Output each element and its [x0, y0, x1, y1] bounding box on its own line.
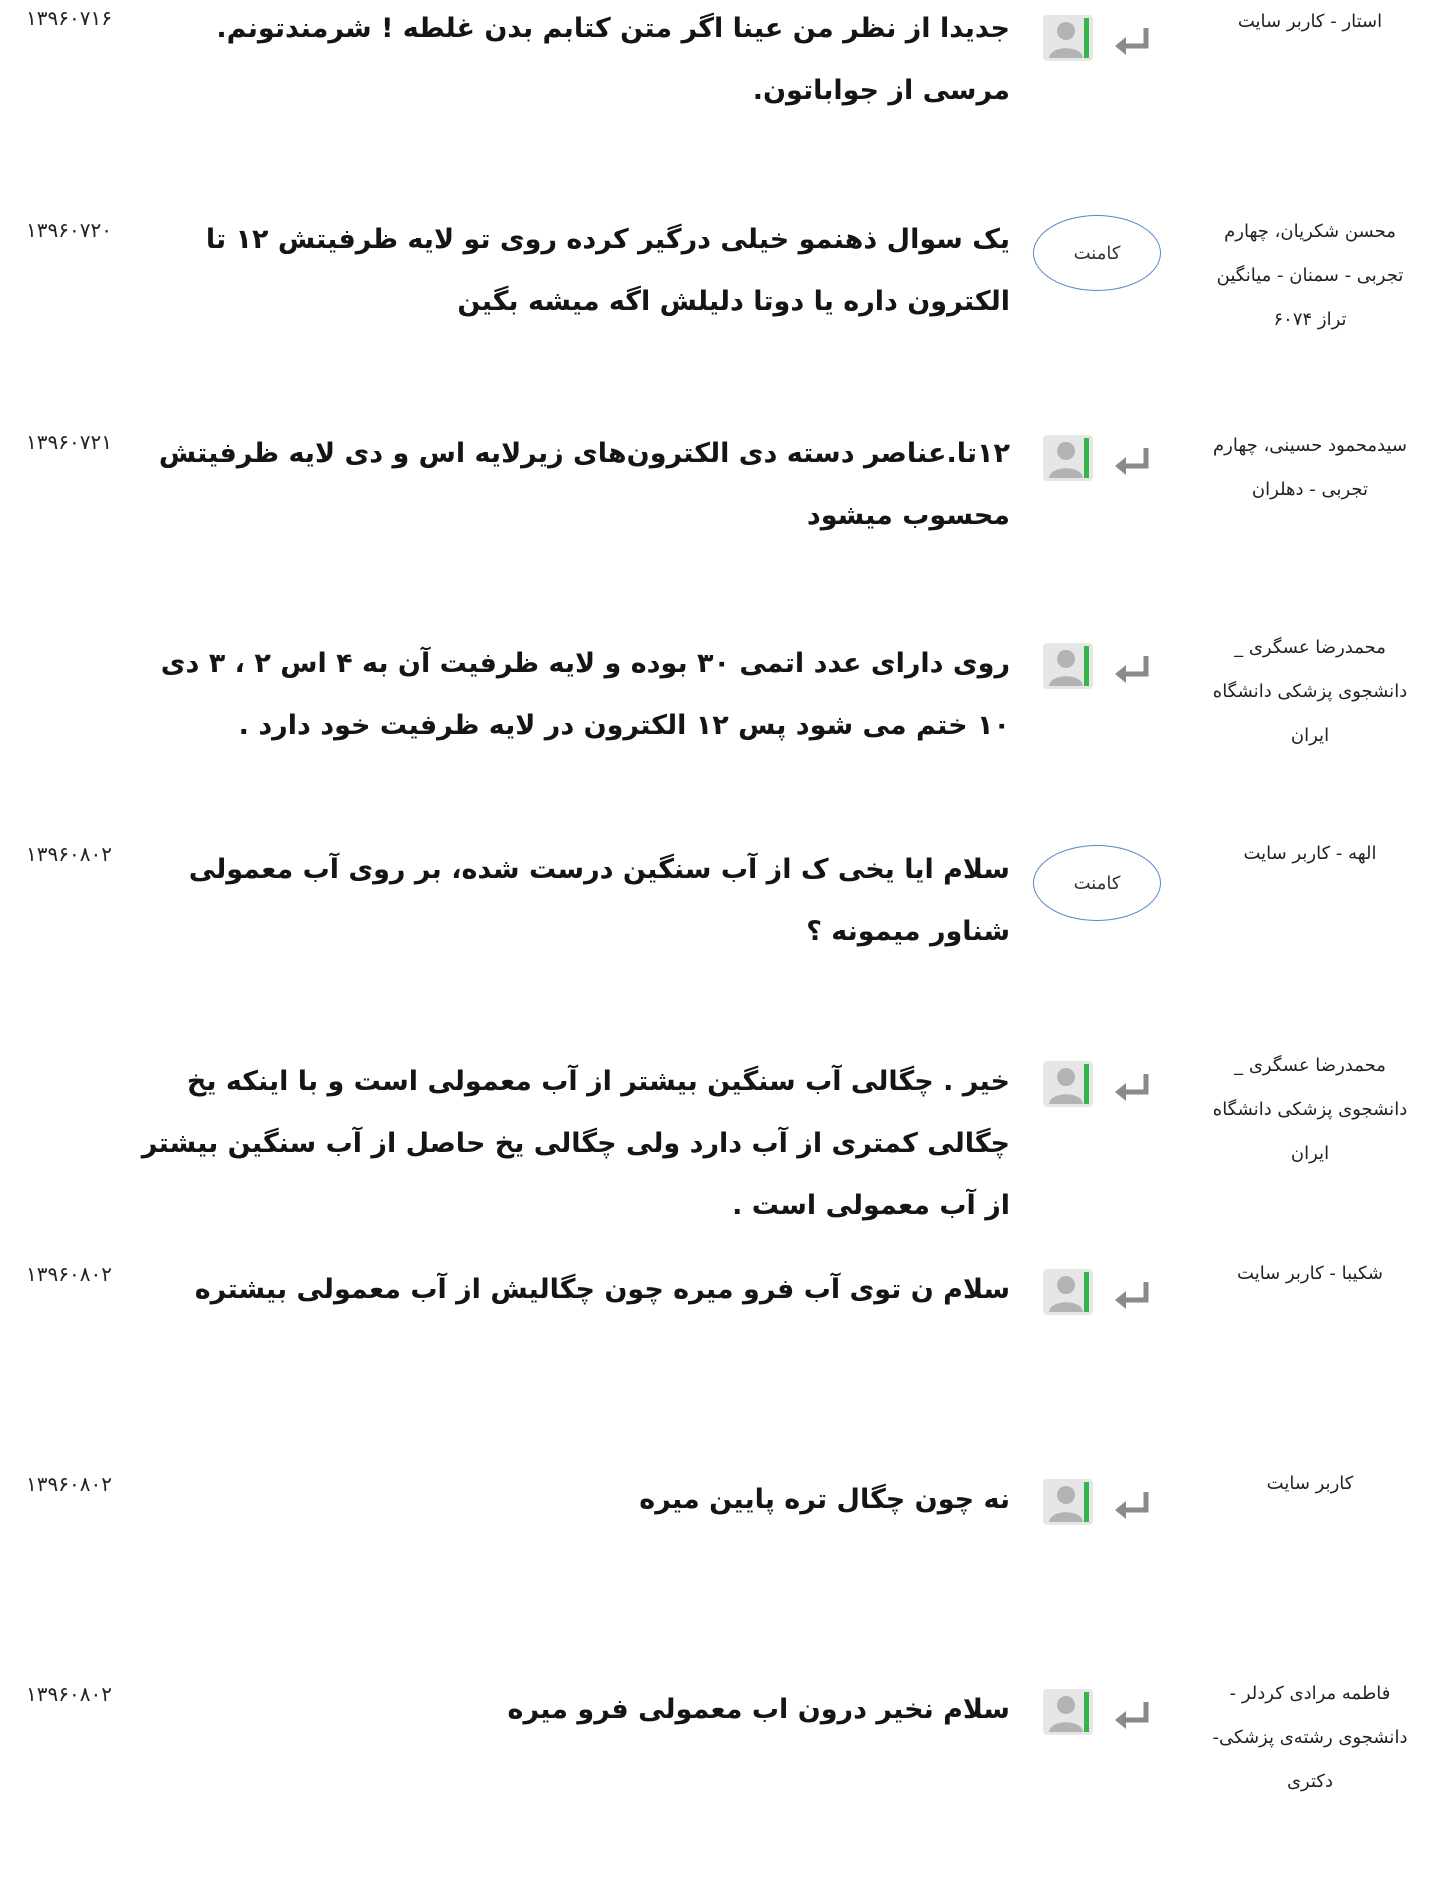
comment-date: ۱۳۹۶۰۸۰۲: [26, 1472, 112, 1496]
comment-text: جدیدا از نظر من عینا اگر متن کتابم بدن غلطه ! شرمندتونم. مرسی از جواباتون.: [216, 13, 1010, 106]
comment-author: محسن شکریان، چهارم تجربی - سمنان - میانگین تراز ۶۰۷۴: [1216, 221, 1404, 330]
comment-text: نه چون چگال تره پایین میره: [639, 1484, 1010, 1515]
comment-author: استار - کاربر سایت: [1237, 11, 1383, 32]
comment-button[interactable]: کامنت: [1033, 215, 1161, 291]
comment-author: محمدرضا عسگری _ دانشجوی پزشکی دانشگاه ایران: [1212, 637, 1408, 746]
comment-author: الهه - کاربر سایت: [1243, 843, 1377, 864]
comment-date: ۱۳۹۶۰۸۰۲: [26, 1682, 112, 1706]
reply-arrow-icon[interactable]: [1112, 446, 1152, 476]
comment-text: روی دارای عدد اتمی ۳۰ بوده و لایه ظرفیت آن به ۴ اس ۲ ، ۳ دی ۱۰ ختم می شود پس ۱۲ الکترون در لایه ظرفیت خود دارد .: [160, 648, 1010, 741]
comment-text: سلام ن توی آب فرو میره چون چگالیش از آب معمولی بیشتره: [194, 1274, 1010, 1305]
reply-arrow-icon[interactable]: [1112, 1490, 1152, 1520]
comment-text: خیر . چگالی آب سنگین بیشتر از آب معمولی است و با اینکه یخ چگالی کمتری از آب دارد ولی چگالی یخ حاصل از آب سنگین بیشتر از آب معمولی است .: [141, 1066, 1010, 1221]
comment-text: سلام ایا یخی ک از آب سنگین درست شده، بر روی آب معمولی شناور میمونه ؟: [188, 854, 1010, 947]
comment-button[interactable]: کامنت: [1033, 845, 1161, 921]
reply-arrow-icon[interactable]: [1112, 26, 1152, 56]
user-avatar-icon: [1040, 1058, 1096, 1110]
reply-arrow-icon[interactable]: [1112, 654, 1152, 684]
comment-author: کاربر سایت: [1266, 1473, 1354, 1494]
reply-arrow-icon[interactable]: [1112, 1280, 1152, 1310]
comment-author: محمدرضا عسگری _ دانشجوی پزشکی دانشگاه ایران: [1212, 1055, 1408, 1164]
user-avatar-icon: [1040, 1266, 1096, 1318]
user-avatar-icon: [1040, 12, 1096, 64]
comment-text: یک سوال ذهنمو خیلی درگیر کرده روی تو لایه ظرفیتش ۱۲ تا الکترون داره یا دوتا دلیلش اگه میشه بگین: [205, 224, 1010, 317]
comment-author: سیدمحمود حسینی، چهارم تجربی - دهلران: [1213, 435, 1407, 500]
comment-date: ۱۳۹۶۰۷۲۰: [26, 218, 112, 242]
comment-date: ۱۳۹۶۰۸۰۲: [26, 1262, 112, 1286]
user-avatar-icon: [1040, 432, 1096, 484]
comment-date: ۱۳۹۶۰۸۰۲: [26, 842, 112, 866]
reply-arrow-icon[interactable]: [1112, 1072, 1152, 1102]
user-avatar-icon: [1040, 1686, 1096, 1738]
comment-text: ۱۲تا.عناصر دسته دی الکترون‌های زیرلایه اس و دی لایه ظرفیتش محسوب میشود: [158, 438, 1010, 531]
user-avatar-icon: [1040, 1476, 1096, 1528]
user-avatar-icon: [1040, 640, 1096, 692]
comment-date: ۱۳۹۶۰۷۱۶: [26, 6, 112, 30]
comment-date: ۱۳۹۶۰۷۲۱: [26, 430, 112, 454]
comment-author: فاطمه مرادی کردلر - دانشجوی رشته‌ی پزشکی- دکتری: [1212, 1683, 1408, 1792]
reply-arrow-icon[interactable]: [1112, 1700, 1152, 1730]
comment-author: شکیبا - کاربر سایت: [1237, 1263, 1383, 1284]
comment-text: سلام نخیر درون اب معمولی فرو میره: [507, 1694, 1010, 1725]
